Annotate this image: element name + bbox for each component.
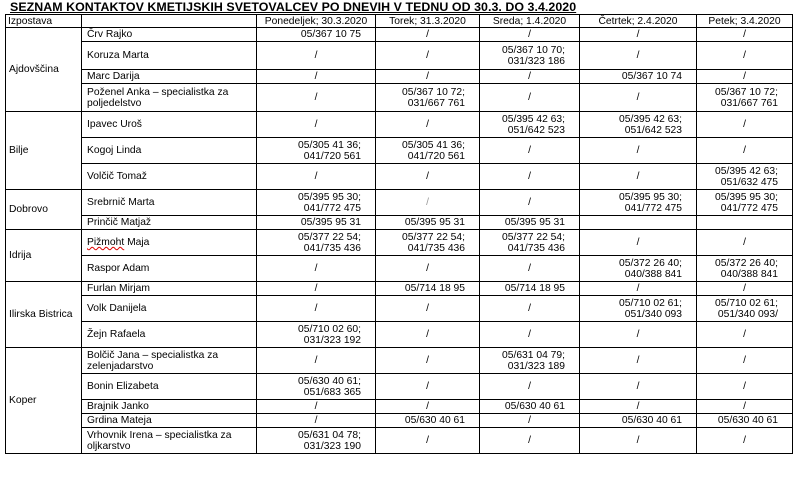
day-cell	[580, 216, 697, 230]
day-cell: /	[697, 400, 793, 414]
location-cell: Dobrovo	[6, 190, 82, 230]
day-cell: /	[257, 164, 376, 190]
day-cell: 05/395 95 31	[376, 216, 480, 230]
advisor-name-cell: Ipavec Uroš	[82, 112, 257, 138]
location-cell: Ajdovščina	[6, 28, 82, 112]
day-cell: 05/367 10 72; 031/667 761	[376, 84, 480, 112]
day-cell: 05/395 42 63; 051/642 523	[480, 112, 580, 138]
day-cell: 05/367 10 75	[257, 28, 376, 42]
day-cell: /	[376, 70, 480, 84]
day-cell: /	[697, 70, 793, 84]
location-cell: Ilirska Bistrica	[6, 282, 82, 348]
day-cell: /	[580, 348, 697, 374]
day-cell: 05/630 40 61	[480, 400, 580, 414]
day-cell: 05/305 41 36; 041/720 561	[257, 138, 376, 164]
advisor-name-cell: Volčič Tomaž	[82, 164, 257, 190]
day-cell: 05/710 02 61; 051/340 093	[580, 296, 697, 322]
day-cell: /	[697, 322, 793, 348]
day-cell: /	[580, 400, 697, 414]
day-cell: /	[480, 296, 580, 322]
day-cell: 05/395 95 31	[257, 216, 376, 230]
day-cell: 05/367 10 70; 031/323 186	[480, 42, 580, 70]
day-cell: /	[580, 28, 697, 42]
header-name	[82, 15, 257, 28]
location-cell: Idrija	[6, 230, 82, 282]
day-cell: /	[480, 374, 580, 400]
table-row	[6, 84, 793, 112]
day-cell: /	[257, 348, 376, 374]
day-cell: /	[257, 414, 376, 428]
day-cell: /	[376, 256, 480, 282]
day-cell: 05/631 04 78; 031/323 190	[257, 428, 376, 454]
day-cell: /	[480, 190, 580, 216]
advisor-name-cell: Bolčič Jana – specialistka za zelenjadarstvo	[82, 348, 257, 374]
day-cell: 05/631 04 79; 031/323 189	[480, 348, 580, 374]
day-cell: /	[480, 322, 580, 348]
day-cell: 05/377 22 54; 041/735 436	[376, 230, 480, 256]
advisor-name-cell: Žejn Rafaela	[82, 322, 257, 348]
day-cell: /	[580, 164, 697, 190]
day-cell: /	[580, 428, 697, 454]
day-cell: /	[376, 112, 480, 138]
day-cell: 05/395 42 63; 051/632 475	[697, 164, 793, 190]
table-row	[6, 70, 793, 84]
day-cell: /	[580, 84, 697, 112]
day-cell: /	[376, 322, 480, 348]
day-cell: /	[376, 374, 480, 400]
day-cell: 05/714 18 95	[480, 282, 580, 296]
day-cell: /	[480, 428, 580, 454]
day-cell: /	[257, 400, 376, 414]
day-cell: 05/377 22 54; 041/735 436	[257, 230, 376, 256]
day-cell: 05/395 42 63; 051/642 523	[580, 112, 697, 138]
day-cell: /	[257, 296, 376, 322]
day-cell: /	[697, 42, 793, 70]
location-cell: Koper	[6, 348, 82, 454]
header-friday: Petek; 3.4.2020	[697, 15, 793, 28]
day-cell: /	[697, 282, 793, 296]
table-row	[6, 256, 793, 282]
advisor-name-cell: Marc Darija	[82, 70, 257, 84]
day-cell: /	[697, 112, 793, 138]
table-row	[6, 190, 793, 216]
day-cell: /	[257, 256, 376, 282]
day-cell: /	[697, 28, 793, 42]
table-row	[6, 138, 793, 164]
day-cell: /	[697, 138, 793, 164]
day-cell: /	[480, 28, 580, 42]
day-cell: 05/395 95 30; 041/772 475	[257, 190, 376, 216]
day-cell: /	[580, 230, 697, 256]
header-tuesday: Torek; 31.3.2020	[376, 15, 480, 28]
header-izpostava: Izpostava	[6, 15, 82, 28]
day-cell: /	[257, 42, 376, 70]
day-cell: 05/377 22 54; 041/735 436	[480, 230, 580, 256]
advisor-name-cell: Vrhovnik Irena – specialistka za oljkarstvo	[82, 428, 257, 454]
table-row	[6, 414, 793, 428]
day-cell: /	[376, 296, 480, 322]
day-cell: /	[480, 256, 580, 282]
header-monday: Ponedeljek; 30.3.2020	[257, 15, 376, 28]
table-body	[6, 28, 793, 454]
day-cell: /	[257, 282, 376, 296]
day-cell: /	[480, 138, 580, 164]
day-cell: /	[580, 374, 697, 400]
day-cell: /	[376, 28, 480, 42]
day-cell: /	[257, 112, 376, 138]
day-cell: /	[257, 70, 376, 84]
day-cell: /	[376, 400, 480, 414]
advisor-name-cell: Brajnik Janko	[82, 400, 257, 414]
advisor-name-cell: Kogoj Linda	[82, 138, 257, 164]
advisor-name-cell: Pižmoht Maja	[82, 230, 257, 256]
day-cell: 05/395 95 30; 041/772 475	[697, 190, 793, 216]
table-row	[6, 348, 793, 374]
advisor-name-cell: Srebrnič Marta	[82, 190, 257, 216]
day-cell: /	[376, 348, 480, 374]
advisor-name-cell: Prinčič Matjaž	[82, 216, 257, 230]
day-cell: /	[376, 42, 480, 70]
day-cell: 05/372 26 40; 040/388 841	[580, 256, 697, 282]
day-cell: /	[580, 138, 697, 164]
day-cell: 05/395 95 31	[480, 216, 580, 230]
table-row	[6, 322, 793, 348]
table-row	[6, 400, 793, 414]
advisor-name-cell: Poženel Anka – specialistka za poljedelstvo	[82, 84, 257, 112]
day-cell: /	[480, 70, 580, 84]
header-row	[6, 15, 793, 28]
advisor-name-cell: Volk Danijela	[82, 296, 257, 322]
day-cell: /	[376, 164, 480, 190]
advisor-name-cell: Grdina Mateja	[82, 414, 257, 428]
table-row	[6, 230, 793, 256]
day-cell: 05/630 40 61; 051/683 365	[257, 374, 376, 400]
table-row	[6, 216, 793, 230]
day-cell: /	[376, 428, 480, 454]
header-wednesday: Sreda; 1.4.2020	[480, 15, 580, 28]
day-cell: 05/395 95 30; 041/772 475	[580, 190, 697, 216]
advisor-name-cell: Koruza Marta	[82, 42, 257, 70]
day-cell: /	[480, 414, 580, 428]
table-row	[6, 164, 793, 190]
day-cell: /	[697, 230, 793, 256]
advisor-name-cell: Furlan Mirjam	[82, 282, 257, 296]
day-cell: 05/372 26 40; 040/388 841	[697, 256, 793, 282]
table-row	[6, 112, 793, 138]
day-cell: /	[697, 374, 793, 400]
table-row	[6, 296, 793, 322]
contacts-table	[5, 14, 793, 454]
day-cell: /	[376, 190, 480, 216]
day-cell: 05/630 40 61	[376, 414, 480, 428]
day-cell: /	[697, 428, 793, 454]
advisor-name-cell: Črv Rajko	[82, 28, 257, 42]
day-cell: 05/367 10 72; 031/667 761	[697, 84, 793, 112]
day-cell: 05/305 41 36; 041/720 561	[376, 138, 480, 164]
day-cell: 05/367 10 74	[580, 70, 697, 84]
day-cell: /	[580, 322, 697, 348]
table-row	[6, 282, 793, 296]
advisor-name-cell: Raspor Adam	[82, 256, 257, 282]
day-cell: /	[580, 282, 697, 296]
advisor-name-cell: Bonin Elizabeta	[82, 374, 257, 400]
day-cell: /	[480, 164, 580, 190]
day-cell: 05/630 40 61	[697, 414, 793, 428]
day-cell: 05/630 40 61	[580, 414, 697, 428]
day-cell: 05/714 18 95	[376, 282, 480, 296]
day-cell	[697, 216, 793, 230]
day-cell: /	[580, 42, 697, 70]
day-cell: /	[697, 348, 793, 374]
table-row	[6, 428, 793, 454]
header-thursday: Četrtek; 2.4.2020	[580, 15, 697, 28]
table-row	[6, 42, 793, 70]
table-row	[6, 374, 793, 400]
day-cell: 05/710 02 60; 031/323 192	[257, 322, 376, 348]
day-cell: 05/710 02 61; 051/340 093/	[697, 296, 793, 322]
day-cell: /	[257, 84, 376, 112]
page-title: SEZNAM KONTAKTOV KMETIJSKIH SVETOVALCEV PO DNEVIH V TEDNU OD 30.3. DO 3.4.2020	[10, 0, 577, 14]
location-cell: Bilje	[6, 112, 82, 190]
day-cell: /	[480, 84, 580, 112]
table-row	[6, 28, 793, 42]
